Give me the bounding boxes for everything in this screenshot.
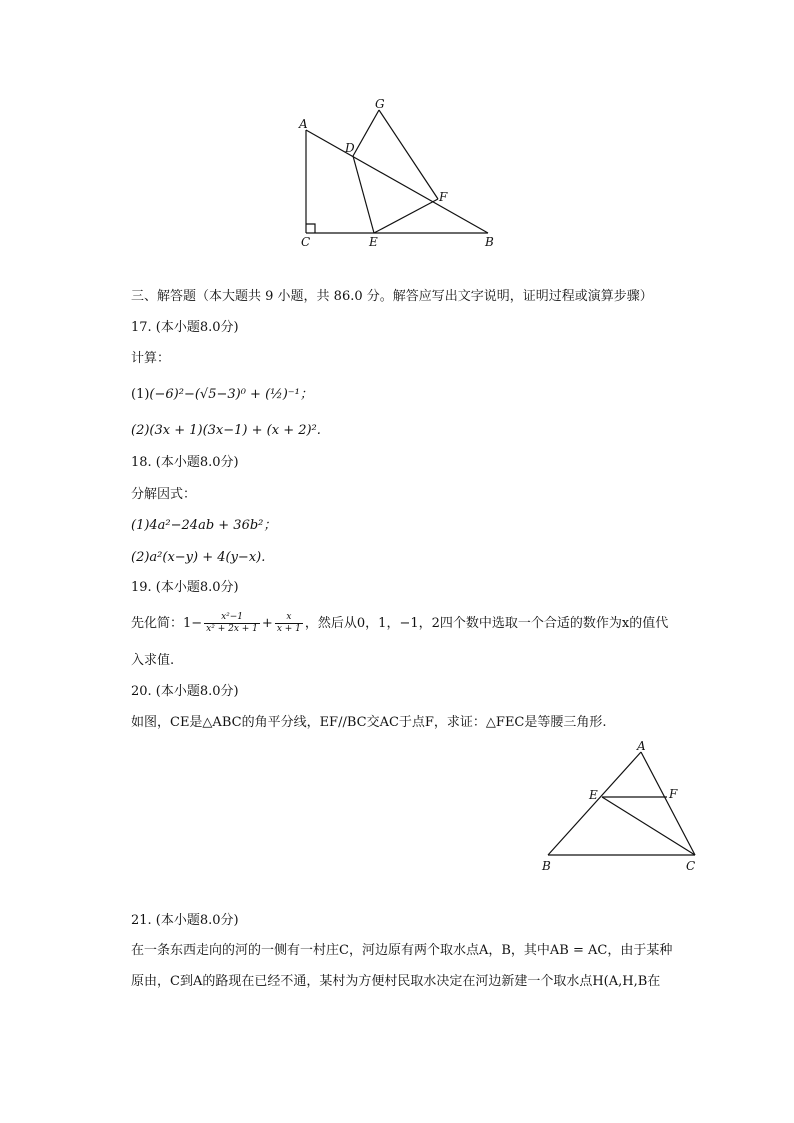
q18-part1: (1)4a²−24ab + 36b²； <box>131 518 277 533</box>
label-A: A <box>299 117 308 131</box>
segment-AB <box>548 752 641 855</box>
segment-EF <box>374 199 438 233</box>
label-G: G <box>375 97 385 111</box>
q18-prompt: 分解因式： <box>131 487 197 502</box>
q19-prompt-line2: 入求值. <box>131 653 175 668</box>
segment-DG <box>353 110 379 156</box>
fraction-1: $\frac{\text{x²−1}}{\text{x² + 2x + 1}}$ <box>206 612 258 634</box>
label-A: A <box>637 739 646 753</box>
q17-prompt: 计算： <box>131 351 171 366</box>
q21-line1: 在一条东西走向的河的一侧有一村庄C，河边原有两个取水点A，B，其中AB = AC，由于某种 <box>131 943 673 958</box>
q18-header: 18. (本小题8.0分) <box>131 455 239 470</box>
label-C: C <box>686 859 696 873</box>
segment-AC <box>641 752 695 855</box>
segment-DE <box>353 156 374 233</box>
label-F: F <box>439 190 448 204</box>
label-E: E <box>369 235 378 249</box>
geometry-figure-2 <box>535 738 705 878</box>
q19-header: 19. (本小题8.0分) <box>131 580 239 595</box>
label-B: B <box>542 859 551 873</box>
geometry-figure-1 <box>290 95 505 255</box>
q19-prompt: 先化简：1− $\frac{\text{x²−1}}{\text{x² + 2x + 1}}$ + $\frac{x}{x + 1}$ ，然后从0，1，−1，2四个数中选取一个合适的数作为x的值代 <box>131 612 669 634</box>
q21-line2: 原由，C到A的路现在已经不通，某村为方便村民取水决定在河边新建一个取水点H(A,H,B在 <box>131 974 661 989</box>
label-C: C <box>301 235 311 249</box>
label-B: B <box>485 235 494 249</box>
segment-AB <box>306 130 488 233</box>
q18-part2: (2)a²(x−y) + 4(y−x). <box>131 550 266 565</box>
label-E: E <box>589 788 598 802</box>
right-angle-mark <box>306 224 315 233</box>
segment-EC <box>602 797 695 855</box>
q20-header: 20. (本小题8.0分) <box>131 684 239 699</box>
label-F: F <box>669 787 678 801</box>
q17-header: 17. (本小题8.0分) <box>131 320 239 335</box>
label-D: D <box>345 141 355 155</box>
fraction-2: $\frac{x}{x + 1}$ <box>276 612 301 634</box>
q17-part2: (2)(3x + 1)(3x−1) + (x + 2)². <box>131 423 321 438</box>
q17-part1: (1)(−6)²−(√5−3)⁰ + (½)⁻¹； <box>131 387 313 402</box>
q20-prompt: 如图，CE是△ABC的角平分线，EF//BC交AC于点F，求证：△FEC是等腰三角形. <box>131 715 607 730</box>
segment-GF <box>379 110 438 199</box>
section-heading: 三、解答题（本大题共 9 小题，共 86.0 分。解答应写出文字说明，证明过程或演算步骤） <box>131 289 653 304</box>
q21-header: 21. (本小题8.0分) <box>131 913 239 928</box>
